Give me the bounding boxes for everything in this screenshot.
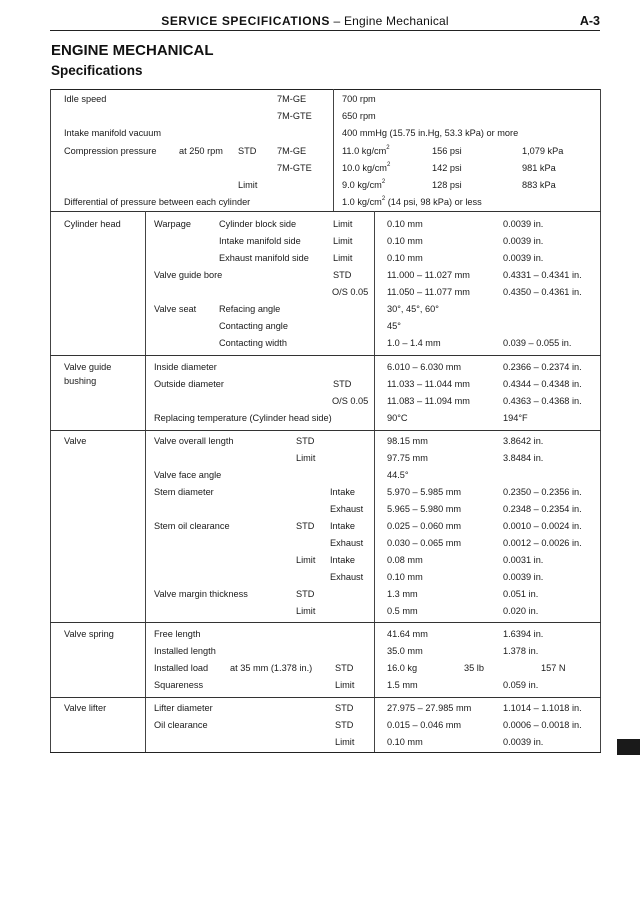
table-bottom-border bbox=[50, 752, 601, 753]
engine-label: 7M-GE bbox=[277, 94, 307, 104]
compression-psi: 142 psi bbox=[432, 163, 462, 173]
side-label: Exhaust bbox=[330, 538, 364, 548]
load-condition: at 35 mm (1.378 in.) bbox=[230, 663, 313, 673]
item-label: Contacting width bbox=[219, 338, 287, 348]
item-label: Squareness bbox=[154, 680, 204, 690]
section-tab-marker bbox=[617, 739, 640, 755]
imperial-value: 0.0039 in. bbox=[503, 236, 544, 246]
table-left-border bbox=[50, 89, 51, 753]
condition-label: STD bbox=[296, 436, 315, 446]
intake-vacuum-label: Intake manifold vacuum bbox=[64, 128, 162, 138]
condition-label: O/S 0.05 bbox=[332, 396, 369, 406]
table-right-border bbox=[600, 89, 601, 753]
side-label: Intake bbox=[330, 487, 356, 497]
category-divider bbox=[145, 211, 146, 752]
superscript: 2 bbox=[381, 178, 386, 185]
metric-value: 1.5 mm bbox=[387, 680, 418, 690]
item-label: Installed load bbox=[154, 663, 209, 673]
imperial-value: 3.8642 in. bbox=[503, 436, 544, 446]
metric-value: 27.975 – 27.985 mm bbox=[387, 703, 472, 713]
metric-value: 0.030 – 0.065 mm bbox=[387, 538, 462, 548]
condition-label: Limit bbox=[296, 555, 316, 565]
compression-kg bbox=[342, 145, 390, 157]
compression-psi: 128 psi bbox=[432, 180, 462, 190]
imperial-value: 0.0031 in. bbox=[503, 555, 544, 565]
condition-label: STD bbox=[335, 663, 354, 673]
section-divider bbox=[50, 622, 601, 623]
side-label: Exhaust bbox=[330, 504, 364, 514]
metric-value: 30°, 45°, 60° bbox=[387, 304, 439, 314]
metric-value: 0.10 mm bbox=[387, 253, 423, 263]
compression-kg-value: 10.0 kg/cm bbox=[342, 163, 387, 173]
idle-speed-value: 650 rpm bbox=[342, 111, 376, 121]
compression-kg-value: 9.0 kg/cm bbox=[342, 180, 382, 190]
metric-value: 35.0 mm bbox=[387, 646, 423, 656]
metric-value: 16.0 kg bbox=[387, 663, 418, 673]
newton-value: 157 N bbox=[541, 663, 566, 673]
compression-label: Compression pressure bbox=[64, 146, 157, 156]
category-label: Valve lifter bbox=[64, 703, 107, 713]
table-top-border bbox=[50, 89, 601, 90]
metric-value: 44.5° bbox=[387, 470, 409, 480]
metric-value: 45° bbox=[387, 321, 401, 331]
condition-label: STD bbox=[296, 589, 315, 599]
differential-label: Differential of pressure between each cylinder bbox=[64, 197, 251, 207]
imperial-value: 0.0039 in. bbox=[503, 572, 544, 582]
condition-label: Limit bbox=[333, 219, 353, 229]
metric-value: 0.08 mm bbox=[387, 555, 423, 565]
compression-kg bbox=[342, 179, 385, 191]
superscript: 2 bbox=[386, 161, 391, 168]
compression-kpa: 981 kPa bbox=[522, 163, 556, 173]
imperial-value: 0.2348 – 0.2354 in. bbox=[503, 504, 582, 514]
imperial-value: 0.039 – 0.055 in. bbox=[503, 338, 572, 348]
condition-label: Limit bbox=[333, 253, 353, 263]
section-title-rest: – Engine Mechanical bbox=[330, 14, 449, 28]
side-label: Exhaust bbox=[330, 572, 364, 582]
condition-label: O/S 0.05 bbox=[332, 287, 369, 297]
engine-label: 7M-GE bbox=[277, 146, 307, 156]
section-title-bold: SERVICE SPECIFICATIONS bbox=[161, 14, 331, 28]
superscript: 2 bbox=[381, 195, 386, 202]
metric-value: 41.64 mm bbox=[387, 629, 428, 639]
item-label: Exhaust manifold side bbox=[219, 253, 309, 263]
imperial-value: 0.020 in. bbox=[503, 606, 539, 616]
compression-kpa: 883 kPa bbox=[522, 180, 556, 190]
engine-label: 7M-GTE bbox=[277, 163, 312, 173]
imperial-value: 0.4350 – 0.4361 in. bbox=[503, 287, 582, 297]
compression-psi: 156 psi bbox=[432, 146, 462, 156]
metric-value: 0.10 mm bbox=[387, 737, 423, 747]
item-label: Valve margin thickness bbox=[154, 589, 248, 599]
section-divider bbox=[50, 697, 601, 698]
running-header bbox=[50, 14, 600, 31]
metric-value: 0.10 mm bbox=[387, 236, 423, 246]
metric-value: 11.033 – 11.044 mm bbox=[387, 379, 470, 389]
imperial-value: 0.2350 – 0.2356 in. bbox=[503, 487, 582, 497]
imperial-value: 0.0039 in. bbox=[503, 219, 544, 229]
metric-value: 5.970 – 5.985 mm bbox=[387, 487, 462, 497]
side-label: Intake bbox=[330, 555, 356, 565]
imperial-value: 0.051 in. bbox=[503, 589, 539, 599]
metric-value: 98.15 mm bbox=[387, 436, 428, 446]
category-label: Valve spring bbox=[64, 629, 114, 639]
metric-value: 90°C bbox=[387, 413, 408, 423]
item-label: Oil clearance bbox=[154, 720, 208, 730]
metric-value: 0.10 mm bbox=[387, 219, 423, 229]
imperial-value: 3.8484 in. bbox=[503, 453, 544, 463]
condition-label: Limit bbox=[296, 606, 316, 616]
differential-value-b: (14 psi, 98 kPa) or less bbox=[385, 197, 482, 207]
item-label: Replacing temperature (Cylinder head side) bbox=[154, 413, 332, 423]
metric-value: 11.083 – 11.094 mm bbox=[387, 396, 470, 406]
page-subheading: Specifications bbox=[51, 63, 143, 78]
category-label: Valve bbox=[64, 436, 87, 446]
value-divider bbox=[374, 211, 375, 752]
warpage-label: Warpage bbox=[154, 219, 191, 229]
imperial-value: 0.2366 – 0.2374 in. bbox=[503, 362, 582, 372]
differential-value bbox=[342, 196, 482, 208]
metric-value: 6.010 – 6.030 mm bbox=[387, 362, 462, 372]
compression-kg bbox=[342, 162, 390, 174]
imperial-value: 0.4344 – 0.4348 in. bbox=[503, 379, 582, 389]
item-label: Valve overall length bbox=[154, 436, 234, 446]
item-label: Free length bbox=[154, 629, 201, 639]
page-heading: ENGINE MECHANICAL bbox=[51, 42, 214, 59]
differential-value-a: 1.0 kg/cm bbox=[342, 197, 382, 207]
imperial-value: 1.378 in. bbox=[503, 646, 539, 656]
imperial-value: 1.1014 – 1.1018 in. bbox=[503, 703, 582, 713]
section-divider bbox=[50, 430, 601, 431]
category-label: Valve guide bbox=[64, 362, 112, 372]
imperial-value: 0.4363 – 0.4368 in. bbox=[503, 396, 582, 406]
metric-value: 0.10 mm bbox=[387, 572, 423, 582]
metric-value: 97.75 mm bbox=[387, 453, 428, 463]
item-label: Installed length bbox=[154, 646, 216, 656]
item-label: Valve seat bbox=[154, 304, 197, 314]
std-label: STD bbox=[238, 146, 257, 156]
intake-vacuum-value: 400 mmHg (15.75 in.Hg, 53.3 kPa) or more bbox=[342, 128, 519, 138]
condition-label: STD bbox=[333, 379, 352, 389]
condition-label: Limit bbox=[333, 236, 353, 246]
imperial-value: 0.0010 – 0.0024 in. bbox=[503, 521, 582, 531]
condition-label: Limit bbox=[296, 453, 316, 463]
item-label: Stem oil clearance bbox=[154, 521, 230, 531]
item-label: Inside diameter bbox=[154, 362, 217, 372]
item-label: Refacing angle bbox=[219, 304, 281, 314]
imperial-value: 194°F bbox=[503, 413, 528, 423]
imperial-value: 0.0012 – 0.0026 in. bbox=[503, 538, 582, 548]
compression-kpa: 1,079 kPa bbox=[522, 146, 564, 156]
item-label: Stem diameter bbox=[154, 487, 214, 497]
imperial-value: 0.0039 in. bbox=[503, 253, 544, 263]
superscript: 2 bbox=[386, 144, 390, 151]
engine-label: 7M-GTE bbox=[277, 111, 312, 121]
condition-label: STD bbox=[335, 720, 354, 730]
metric-value: 1.0 – 1.4 mm bbox=[387, 338, 441, 348]
compression-kg-value: 11.0 kg/cm bbox=[342, 146, 387, 156]
item-label: Valve face angle bbox=[154, 470, 222, 480]
item-label: Contacting angle bbox=[219, 321, 288, 331]
imperial-value: 0.0006 – 0.0018 in. bbox=[503, 720, 582, 730]
condition-label: STD bbox=[335, 703, 354, 713]
item-label: Lifter diameter bbox=[154, 703, 213, 713]
imperial-value: 0.059 in. bbox=[503, 680, 539, 690]
idle-speed-label: Idle speed bbox=[64, 94, 107, 104]
item-label: Cylinder block side bbox=[219, 219, 297, 229]
lb-value: 35 lb bbox=[464, 663, 484, 673]
general-divider bbox=[333, 89, 334, 211]
section-divider bbox=[50, 211, 601, 212]
metric-value: 0.5 mm bbox=[387, 606, 418, 616]
metric-value: 0.015 – 0.046 mm bbox=[387, 720, 462, 730]
metric-value: 1.3 mm bbox=[387, 589, 418, 599]
compression-condition: at 250 rpm bbox=[179, 146, 223, 156]
condition-label: STD bbox=[333, 270, 352, 280]
side-label: Intake bbox=[330, 521, 356, 531]
condition-label: Limit bbox=[335, 737, 355, 747]
condition-label: Limit bbox=[335, 680, 355, 690]
imperial-value: 0.4331 – 0.4341 in. bbox=[503, 270, 582, 280]
section-divider bbox=[50, 355, 601, 356]
condition-label: STD bbox=[296, 521, 315, 531]
category-label: bushing bbox=[64, 376, 97, 386]
item-label: Intake manifold side bbox=[219, 236, 301, 246]
limit-label: Limit bbox=[238, 180, 258, 190]
category-label: Cylinder head bbox=[64, 219, 121, 229]
item-label: Valve guide bore bbox=[154, 270, 223, 280]
idle-speed-value: 700 rpm bbox=[342, 94, 376, 104]
item-label: Outside diameter bbox=[154, 379, 224, 389]
imperial-value: 1.6394 in. bbox=[503, 629, 544, 639]
section-title bbox=[50, 14, 560, 28]
metric-value: 11.000 – 11.027 mm bbox=[387, 270, 470, 280]
metric-value: 5.965 – 5.980 mm bbox=[387, 504, 462, 514]
imperial-value: 0.0039 in. bbox=[503, 737, 544, 747]
metric-value: 11.050 – 11.077 mm bbox=[387, 287, 470, 297]
metric-value: 0.025 – 0.060 mm bbox=[387, 521, 462, 531]
page-number: A-3 bbox=[579, 14, 600, 28]
